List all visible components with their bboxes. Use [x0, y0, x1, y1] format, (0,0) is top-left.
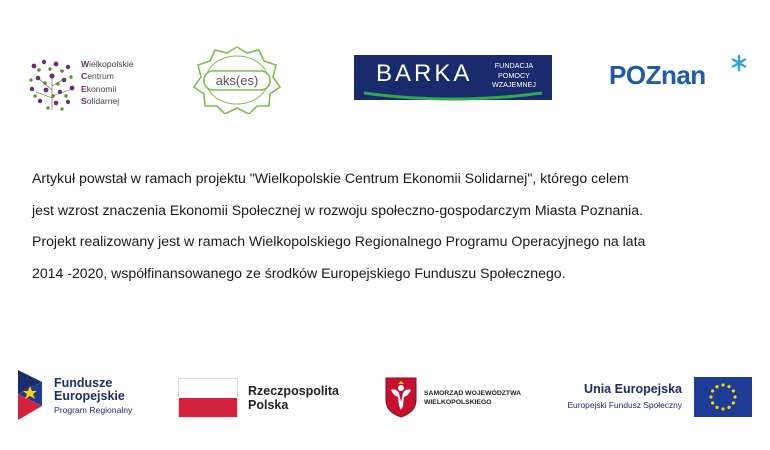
eu-star [709, 395, 712, 398]
eu-star [727, 385, 730, 388]
asterisk-icon [730, 54, 748, 72]
article-line: Projekt realizowany jest w ramach Wielkopolskiego Regionalnego Programu Operacyjnego na lata [32, 233, 646, 249]
eu-flag-icon [694, 377, 752, 417]
samorzad-logo [384, 376, 534, 420]
barka-word: BARKA [376, 60, 473, 87]
unia-europejska-logo [556, 376, 752, 418]
tree-icon [26, 56, 78, 112]
poznan-word: POZnan [609, 60, 706, 90]
eu-star [721, 407, 724, 410]
eu-star [721, 383, 724, 386]
article-line: jest wzrost znaczenia Ekonomii Społecznej w rozwoju społeczno-gospodarczym Miasta Poznania. [32, 201, 644, 218]
fundusze-europejskie-logo [18, 370, 158, 422]
eu-star [732, 389, 735, 392]
rzeczpospolita-logo [178, 378, 358, 420]
fe-subtitle: Program Regionalny [54, 405, 133, 415]
polish-flag-icon [178, 378, 238, 418]
samorzad-name: SAMORZĄD WOJEWÓDZTWA WIELKOPOLSKIEGO [424, 390, 522, 406]
article-line: Artykuł powstał w ramach projektu "Wielkopolskie Centrum Ekonomii Solidarnej", którego celem [32, 170, 629, 186]
eu-star [727, 406, 730, 409]
akses-word: aks(es) [215, 73, 259, 88]
eu-star [733, 395, 736, 398]
ue-subtitle: Europejski Fundusz Społeczny [567, 400, 682, 410]
eu-star [711, 401, 714, 404]
rp-name: Rzeczpospolita Polska [248, 384, 339, 412]
article-line: 2014 -2020, współfinansowanego ze środków Europejskiego Funduszu Społecznego. [32, 264, 566, 281]
wces-logo [26, 56, 156, 112]
poznan-logo [609, 56, 749, 96]
wces-name: Wielkopolskie Centrum Ekonomii Solidarnej [81, 59, 134, 107]
eu-star [711, 389, 714, 392]
boat-arc-icon [354, 91, 552, 103]
akses-badge-icon [190, 44, 284, 114]
article-paragraph [32, 163, 752, 289]
eagle-shield-icon [384, 376, 418, 418]
eu-star [715, 385, 718, 388]
akses-logo [190, 44, 284, 114]
fe-star-mark-icon [18, 370, 48, 420]
eu-star [732, 401, 735, 404]
ue-title: Unia Europejska [584, 382, 682, 396]
fe-title: Fundusze Europejskie [54, 376, 125, 403]
barka-tagline: FUNDACJA POMOCY WZAJEMNEJ [492, 61, 536, 89]
eu-star [715, 406, 718, 409]
barka-logo [354, 55, 552, 100]
